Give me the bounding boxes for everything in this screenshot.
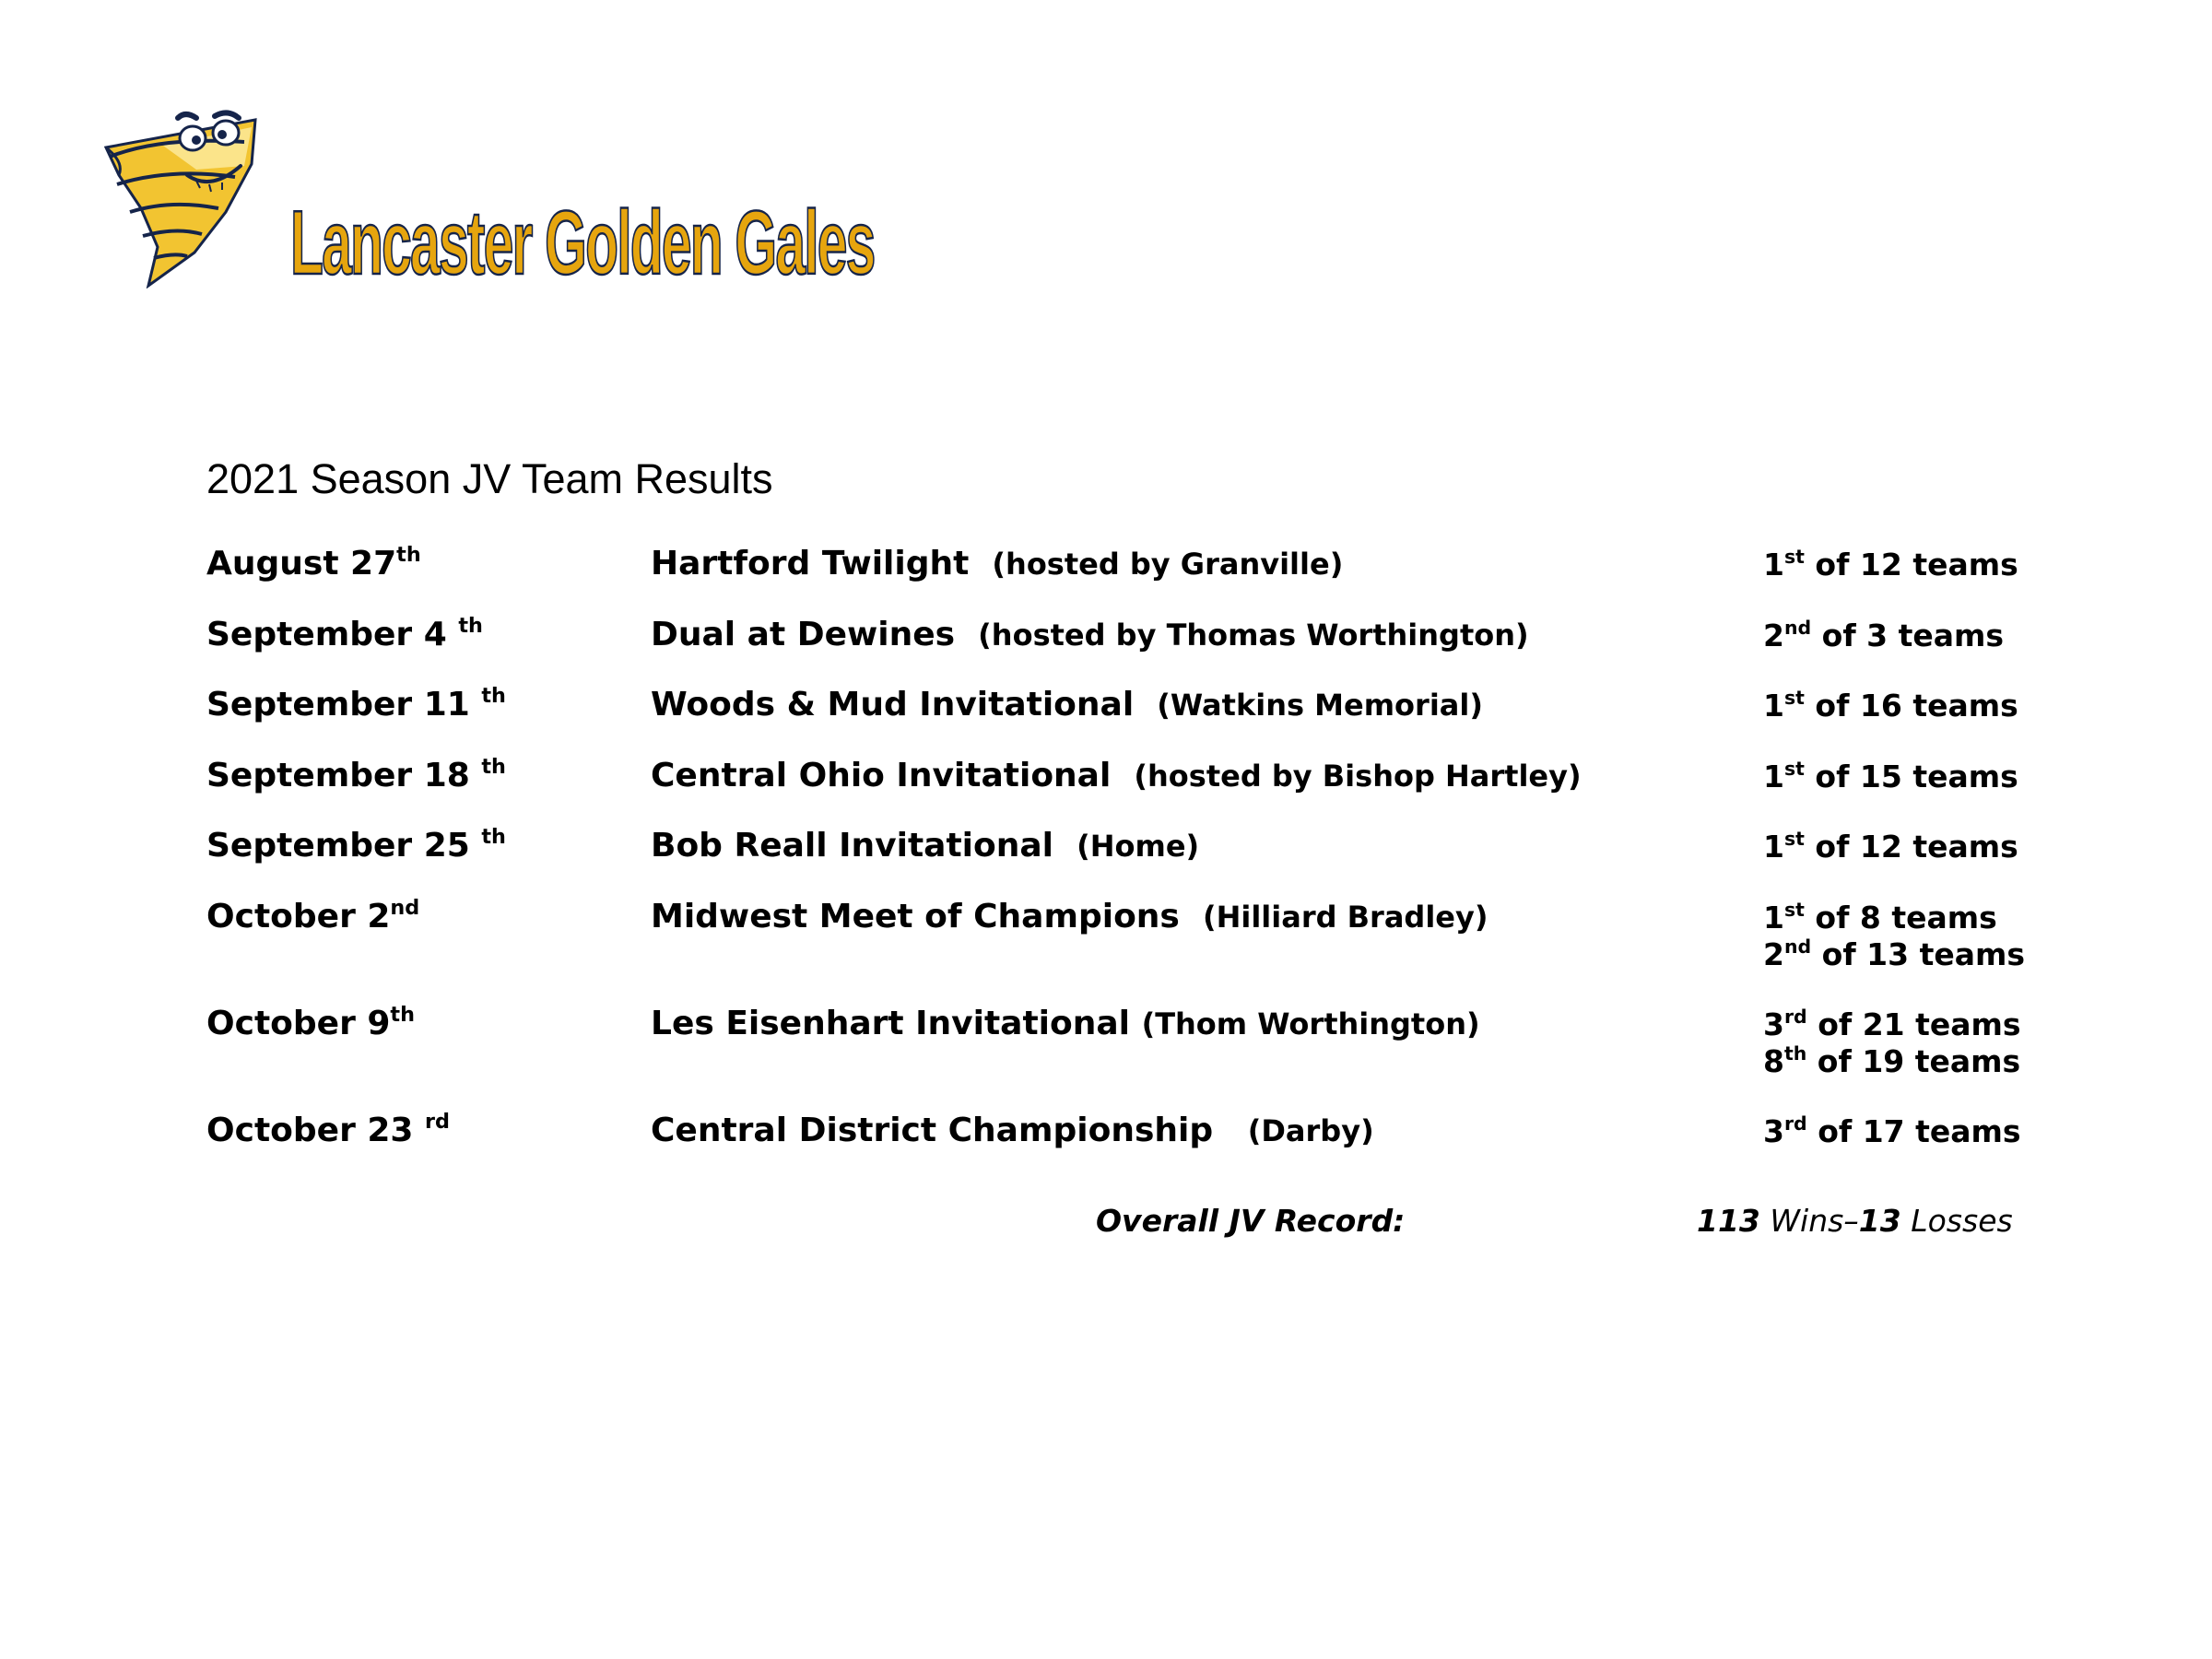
event-name: Hartford Twilight (651, 545, 970, 582)
event-host: (Darby) (1247, 1113, 1374, 1148)
result-placement: 1st of 16 teams (1763, 687, 2018, 724)
result-event (651, 1007, 1480, 1041)
result-date: October 23 $^{rd}$ (206, 1110, 450, 1149)
event-name: Woods & Mud Invitational (651, 686, 1135, 724)
event-name: Les Eisenhart Invitational (651, 1005, 1131, 1042)
result-event (651, 688, 1483, 722)
page-title: 2021 Season JV Team Results (206, 455, 773, 502)
result-event (651, 900, 1488, 934)
event-host: (hosted by Granville) (992, 547, 1344, 582)
overall-record-label: Overall JV Record: (1096, 1203, 1406, 1239)
tornado-mascot-logo (97, 109, 267, 288)
result-placement: 2nd of 3 teams (1763, 617, 2005, 653)
result-event (651, 547, 1343, 581)
result-date: September 11 $^{th}$ (206, 684, 506, 724)
result-date: October 9th (206, 1003, 415, 1042)
result-event (651, 759, 1582, 793)
event-host: (hosted by Bishop Hartley) (1134, 759, 1582, 794)
event-host: (Thom Worthington) (1141, 1006, 1480, 1041)
result-date: September 18 $^{th}$ (206, 755, 506, 794)
event-host: (Watkins Memorial) (1157, 688, 1483, 723)
result-placement: 2nd of 13 teams (1763, 935, 2026, 972)
event-name: Central District Championship (651, 1112, 1214, 1149)
team-name-logo-text: Lancaster Golden Gales (290, 192, 875, 293)
result-placement: 1st of 15 teams (1763, 758, 2018, 794)
overall-record-value: 113 Wins–13 Losses (1697, 1203, 2013, 1239)
result-event (651, 1114, 1374, 1147)
result-event (651, 827, 1200, 865)
result-event (651, 618, 1529, 652)
event-host: (Hilliard Bradley) (1202, 900, 1488, 935)
result-date: September 4 $^{th}$ (206, 614, 483, 653)
result-placement: 3rd of 17 teams (1763, 1112, 2021, 1149)
event-name: Bob Reall Invitational (651, 827, 1053, 865)
event-name: Dual at Dewines (651, 616, 956, 653)
result-placement: 1st of 8 teams (1763, 899, 1997, 935)
event-host: (Home) (1077, 829, 1200, 864)
result-date: October 2nd (206, 896, 420, 935)
losses-count: 13 (1858, 1203, 1901, 1239)
event-host: (hosted by Thomas Worthington) (978, 618, 1529, 653)
result-placement: 1st of 12 teams (1763, 828, 2018, 865)
event-name: Central Ohio Invitational (651, 757, 1112, 794)
result-date: September 25 $^{th}$ (206, 825, 506, 865)
result-placement: 3rd of 21 teams (1763, 1006, 2021, 1042)
event-name: Midwest Meet of Champions (651, 898, 1180, 935)
wins-count: 113 (1697, 1203, 1760, 1239)
result-placement: 8th of 19 teams (1763, 1042, 2021, 1079)
result-placement: 1st of 12 teams (1763, 546, 2018, 582)
result-date: August 27th (206, 543, 421, 582)
